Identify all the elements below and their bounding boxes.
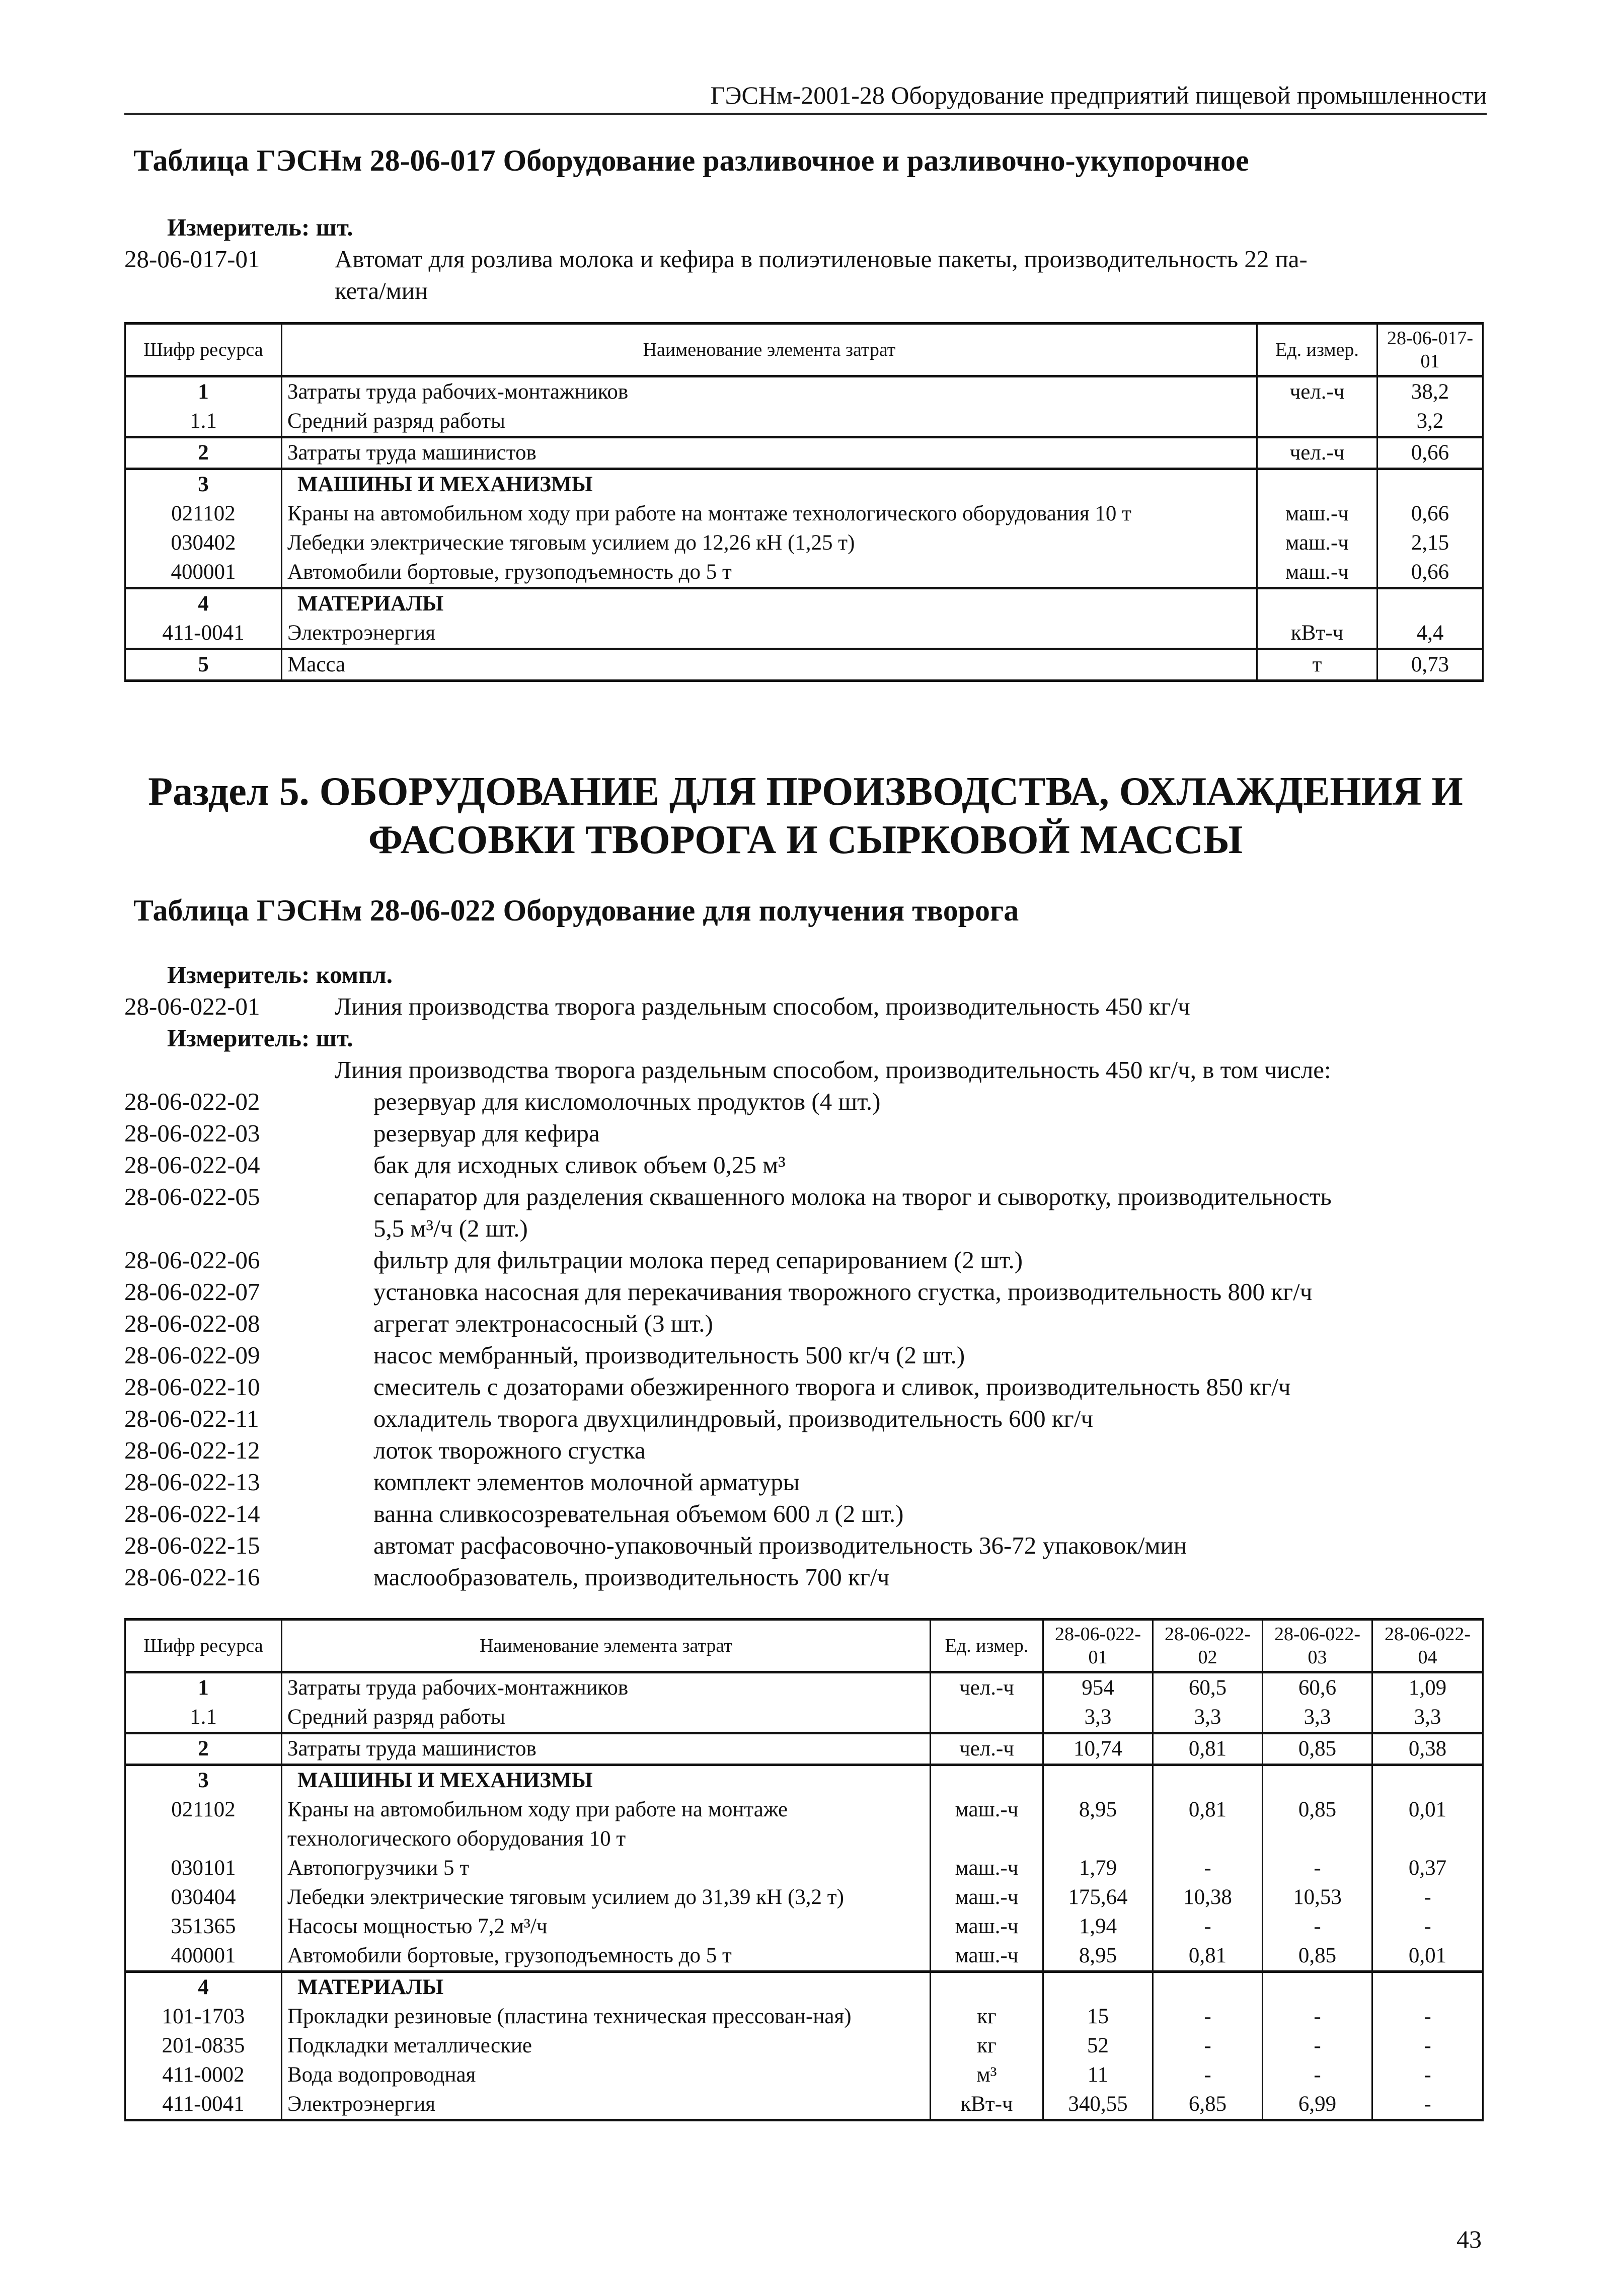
value: 0,01 xyxy=(1372,1941,1483,1972)
table-row xyxy=(125,558,1483,588)
table-row xyxy=(125,1733,1483,1765)
table-row xyxy=(125,1972,1483,2003)
resource-name: МАТЕРИАЛЫ xyxy=(282,1972,931,2003)
item-code: 28-06-022-12 xyxy=(124,1436,260,1464)
value xyxy=(1043,1972,1153,2003)
unit: маш.-ч xyxy=(1257,558,1377,588)
item-code: 28-06-022-16 xyxy=(124,1563,260,1591)
value: 3,3 xyxy=(1372,1703,1483,1733)
column-header: Ед. измер. xyxy=(1257,324,1377,376)
unit: маш.-ч xyxy=(1257,499,1377,528)
unit: маш.-ч xyxy=(931,1883,1043,1912)
resource-name: Средний разряд работы xyxy=(282,1703,931,1733)
table1-item-text-cont: кета/мин xyxy=(335,277,428,304)
value: 3,3 xyxy=(1153,1703,1263,1733)
table2-measure-kompl: Измеритель: компл. xyxy=(167,961,393,988)
resource-name: Электроэнергия xyxy=(282,619,1257,649)
resource-name: Затраты труда машинистов xyxy=(282,437,1257,469)
resource-name: Затраты труда машинистов xyxy=(282,1733,931,1765)
value: - xyxy=(1153,1854,1263,1883)
resource-name: Лебедки электрические тяговым усилием до 12,26 кН (1,25 т) xyxy=(282,528,1257,558)
value: 38,2 xyxy=(1377,376,1483,407)
resource-name: Масса xyxy=(282,649,1257,681)
table2-intro: Линия производства творога раздельным способом, производительность 450 кг/ч, в том числе: xyxy=(335,1056,1331,1084)
value: 10,38 xyxy=(1153,1883,1263,1912)
column-header: Наименование элемента затрат xyxy=(282,324,1257,376)
value xyxy=(1263,1972,1372,2003)
resource-code: 1 xyxy=(125,1672,282,1703)
unit: чел.-ч xyxy=(931,1733,1043,1765)
resource-name: Краны на автомобильном ходу при работе на монтаже технологического оборудования 10 т xyxy=(282,1795,931,1854)
item-code: 28-06-022-03 xyxy=(124,1119,260,1147)
table1-header-row xyxy=(125,324,1483,376)
value: 0,01 xyxy=(1372,1795,1483,1854)
value: - xyxy=(1372,1883,1483,1912)
column-header: 28-06-022-02 xyxy=(1153,1620,1263,1672)
value: 6,99 xyxy=(1263,2090,1372,2120)
item-text: насос мембранный, производительность 500 кг/ч (2 шт.) xyxy=(373,1341,965,1369)
unit: маш.-ч xyxy=(931,1795,1043,1854)
unit xyxy=(931,1972,1043,2003)
value: - xyxy=(1153,2031,1263,2060)
unit: м³ xyxy=(931,2060,1043,2090)
resource-name: Вода водопроводная xyxy=(282,2060,931,2090)
value: 3,2 xyxy=(1377,407,1483,437)
list-item xyxy=(124,1466,1488,1498)
resource-name: МАТЕРИАЛЫ xyxy=(282,588,1257,619)
table1-measure: Измеритель: шт. xyxy=(167,213,353,241)
table1-title-block xyxy=(133,143,1249,178)
table1-resources xyxy=(124,322,1484,682)
value: - xyxy=(1263,2060,1372,2090)
value: - xyxy=(1153,1912,1263,1941)
resource-code: 1.1 xyxy=(125,1703,282,1733)
unit: т xyxy=(1257,649,1377,681)
unit: чел.-ч xyxy=(1257,437,1377,469)
value xyxy=(1372,1972,1483,2003)
unit: кг xyxy=(931,2031,1043,2060)
value: - xyxy=(1153,2002,1263,2031)
item-code: 28-06-022-14 xyxy=(124,1500,260,1527)
unit: кВт-ч xyxy=(931,2090,1043,2120)
table-row xyxy=(125,499,1483,528)
value: 10,53 xyxy=(1263,1883,1372,1912)
resource-code: 201-0835 xyxy=(125,2031,282,2060)
unit: маш.-ч xyxy=(931,1854,1043,1883)
table-row xyxy=(125,1912,1483,1941)
item-code: 28-06-022-07 xyxy=(124,1278,260,1306)
item-code: 28-06-022-10 xyxy=(124,1373,260,1401)
unit: чел.-ч xyxy=(1257,376,1377,407)
value: - xyxy=(1372,1912,1483,1941)
table-row xyxy=(125,528,1483,558)
table-row xyxy=(125,1795,1483,1854)
table1-item-code: 28-06-017-01 xyxy=(124,245,260,273)
table-row xyxy=(125,2002,1483,2031)
table-row xyxy=(125,1765,1483,1796)
resource-code: 030101 xyxy=(125,1854,282,1883)
table-row xyxy=(125,1941,1483,1972)
value: 0,37 xyxy=(1372,1854,1483,1883)
value: - xyxy=(1153,2060,1263,2090)
value xyxy=(1043,1765,1153,1796)
item-text: смеситель с дозаторами обезжиренного творога и сливок, производительность 850 кг/ч xyxy=(373,1373,1291,1401)
item-text: лоток творожного сгустка xyxy=(373,1436,646,1464)
item-text-cont: 5,5 м³/ч (2 шт.) xyxy=(373,1214,528,1242)
value xyxy=(1377,469,1483,500)
value: 8,95 xyxy=(1043,1941,1153,1972)
item-text: охладитель творога двухцилиндровый, производительность 600 кг/ч xyxy=(373,1405,1094,1432)
list-item xyxy=(124,1149,1488,1181)
value: - xyxy=(1372,2002,1483,2031)
value: 2,15 xyxy=(1377,528,1483,558)
column-header: 28-06-017-01 xyxy=(1377,324,1483,376)
item-code: 28-06-022-11 xyxy=(124,1405,259,1432)
table-row xyxy=(125,1883,1483,1912)
item-list xyxy=(124,1086,1488,1593)
table-row xyxy=(125,649,1483,681)
value: 52 xyxy=(1043,2031,1153,2060)
list-item xyxy=(124,1276,1488,1308)
value: 954 xyxy=(1043,1672,1153,1703)
resource-name: Средний разряд работы xyxy=(282,407,1257,437)
value: 0,73 xyxy=(1377,649,1483,681)
item-text: фильтр для фильтрации молока перед сепарированием (2 шт.) xyxy=(373,1246,1023,1274)
table2-items-block xyxy=(124,959,1488,1593)
table-row xyxy=(125,376,1483,407)
column-header: Ед. измер. xyxy=(931,1620,1043,1672)
resource-name: Автомобили бортовые, грузоподъемность до 5 т xyxy=(282,558,1257,588)
item-text: ванна сливкосозревательная объемом 600 л (2 шт.) xyxy=(373,1500,904,1527)
resource-code: 411-0041 xyxy=(125,619,282,649)
table-row xyxy=(125,469,1483,500)
list-item xyxy=(124,1498,1488,1529)
table-row xyxy=(125,2060,1483,2090)
list-item xyxy=(124,1086,1488,1117)
value: 1,94 xyxy=(1043,1912,1153,1941)
item-code: 28-06-022-05 xyxy=(124,1183,260,1210)
column-header: Шифр ресурса xyxy=(125,324,282,376)
value: 340,55 xyxy=(1043,2090,1153,2120)
resource-code: 4 xyxy=(125,1972,282,2003)
column-header: Наименование элемента затрат xyxy=(282,1620,931,1672)
table2-header-row xyxy=(125,1620,1483,1672)
value xyxy=(1377,588,1483,619)
value: 0,81 xyxy=(1153,1941,1263,1972)
value: 10,74 xyxy=(1043,1733,1153,1765)
resource-code: 030404 xyxy=(125,1883,282,1912)
value xyxy=(1372,1765,1483,1796)
section-title: Раздел 5. ОБОРУДОВАНИЕ ДЛЯ ПРОИЗВОДСТВА, ОХЛАЖДЕНИЯ И ФАСОВКИ ТВОРОГА И СЫРКОВОЙ МАССЫ xyxy=(148,770,1463,862)
value: - xyxy=(1263,2031,1372,2060)
column-header: 28-06-022-03 xyxy=(1263,1620,1372,1672)
resource-code: 5 xyxy=(125,649,282,681)
unit: маш.-ч xyxy=(931,1941,1043,1972)
value xyxy=(1153,1765,1263,1796)
resource-name: Краны на автомобильном ходу при работе на монтаже технологического оборудования 10 т xyxy=(282,499,1257,528)
value: 11 xyxy=(1043,2060,1153,2090)
value: - xyxy=(1372,2060,1483,2090)
value: 15 xyxy=(1043,2002,1153,2031)
resource-code: 2 xyxy=(125,437,282,469)
resource-name: МАШИНЫ И МЕХАНИЗМЫ xyxy=(282,469,1257,500)
table-row xyxy=(125,2031,1483,2060)
value: 0,85 xyxy=(1263,1941,1372,1972)
page-number: 43 xyxy=(1456,2225,1482,2253)
table-row xyxy=(125,407,1483,437)
resource-code: 021102 xyxy=(125,499,282,528)
value: - xyxy=(1372,2031,1483,2060)
item-text: сепаратор для разделения сквашенного молока на творог и сыворотку, производительность xyxy=(373,1183,1332,1210)
value: 4,4 xyxy=(1377,619,1483,649)
item-code: 28-06-022-04 xyxy=(124,1151,260,1179)
item-code: 28-06-022-02 xyxy=(124,1088,260,1115)
unit: маш.-ч xyxy=(1257,528,1377,558)
running-header: ГЭСНм-2001-28 Оборудование предприятий пищевой промышленности xyxy=(124,81,1487,115)
column-header: Шифр ресурса xyxy=(125,1620,282,1672)
resource-name: Затраты труда рабочих-монтажников xyxy=(282,1672,931,1703)
column-header: 28-06-022-01 xyxy=(1043,1620,1153,1672)
list-item xyxy=(124,1308,1488,1339)
value: 0,85 xyxy=(1263,1733,1372,1765)
value: 0,81 xyxy=(1153,1733,1263,1765)
resource-code: 021102 xyxy=(125,1795,282,1854)
resource-code: 101-1703 xyxy=(125,2002,282,2031)
item-code: 28-06-022-09 xyxy=(124,1341,260,1369)
value: 0,66 xyxy=(1377,437,1483,469)
value: - xyxy=(1263,1912,1372,1941)
value: 175,64 xyxy=(1043,1883,1153,1912)
item-code: 28-06-022-13 xyxy=(124,1468,260,1496)
value: 60,6 xyxy=(1263,1672,1372,1703)
resource-name: Автомобили бортовые, грузоподъемность до 5 т xyxy=(282,1941,931,1972)
resource-code: 1.1 xyxy=(125,407,282,437)
resource-name: Автопогрузчики 5 т xyxy=(282,1854,931,1883)
item-text: агрегат электронасосный (3 шт.) xyxy=(373,1310,713,1337)
value: 0,85 xyxy=(1263,1795,1372,1854)
item-code: 28-06-022-01 xyxy=(124,992,260,1020)
list-item xyxy=(124,1403,1488,1434)
table2-title: Таблица ГЭСНм 28-06-022 Оборудование для получения творога xyxy=(133,894,1019,927)
resource-code: 2 xyxy=(125,1733,282,1765)
list-item xyxy=(124,1339,1488,1371)
resource-code: 400001 xyxy=(125,1941,282,1972)
unit xyxy=(931,1765,1043,1796)
table1-title: Таблица ГЭСНм 28-06-017 Оборудование разливочное и разливочно-укупорочное xyxy=(133,144,1249,177)
list-item xyxy=(124,1529,1488,1561)
table2-resources xyxy=(124,1618,1484,2121)
item-code: 28-06-022-15 xyxy=(124,1532,260,1559)
resource-code: 4 xyxy=(125,588,282,619)
resource-code: 351365 xyxy=(125,1912,282,1941)
value: - xyxy=(1263,1854,1372,1883)
item-text: комплект элементов молочной арматуры xyxy=(373,1468,800,1496)
list-item xyxy=(124,1434,1488,1466)
table-row xyxy=(125,437,1483,469)
item-text: установка насосная для перекачивания творожного сгустка, производительность 800 кг/ч xyxy=(373,1278,1313,1306)
item-code: 28-06-022-08 xyxy=(124,1310,260,1337)
resource-code: 3 xyxy=(125,1765,282,1796)
table2-title-block xyxy=(133,893,1019,928)
resource-code: 411-0002 xyxy=(125,2060,282,2090)
value: 0,38 xyxy=(1372,1733,1483,1765)
item-text: Линия производства творога раздельным способом, производительность 450 кг/ч xyxy=(335,992,1190,1020)
list-item xyxy=(124,1117,1488,1149)
value: 1,09 xyxy=(1372,1672,1483,1703)
resource-code: 411-0041 xyxy=(125,2090,282,2120)
value: 6,85 xyxy=(1153,2090,1263,2120)
resource-code: 3 xyxy=(125,469,282,500)
value: 3,3 xyxy=(1043,1703,1153,1733)
resource-name: Подкладки металлические xyxy=(282,2031,931,2060)
resource-name: Прокладки резиновые (пластина техническая прессован-ная) xyxy=(282,2002,931,2031)
item-text: бак для исходных сливок объем 0,25 м³ xyxy=(373,1151,786,1179)
item-text: резервуар для кисломолочных продуктов (4 шт.) xyxy=(373,1088,881,1115)
list-item xyxy=(124,1561,1488,1593)
table-row xyxy=(125,1672,1483,1703)
resource-name: МАШИНЫ И МЕХАНИЗМЫ xyxy=(282,1765,931,1796)
value xyxy=(1153,1972,1263,2003)
value: 8,95 xyxy=(1043,1795,1153,1854)
resource-name: Лебедки электрические тяговым усилием до 31,39 кН (3,2 т) xyxy=(282,1883,931,1912)
table-row xyxy=(125,1703,1483,1733)
unit: чел.-ч xyxy=(931,1672,1043,1703)
table1-measure-block xyxy=(124,211,1488,307)
unit: кг xyxy=(931,2002,1043,2031)
resource-code: 400001 xyxy=(125,558,282,588)
unit xyxy=(931,1703,1043,1733)
resource-name: Электроэнергия xyxy=(282,2090,931,2120)
table-row xyxy=(125,619,1483,649)
column-header: 28-06-022-04 xyxy=(1372,1620,1483,1672)
value: 3,3 xyxy=(1263,1703,1372,1733)
unit xyxy=(1257,469,1377,500)
list-item xyxy=(124,1181,1488,1212)
unit xyxy=(1257,407,1377,437)
table-row xyxy=(125,1854,1483,1883)
unit: маш.-ч xyxy=(931,1912,1043,1941)
unit: кВт-ч xyxy=(1257,619,1377,649)
unit xyxy=(1257,588,1377,619)
list-item xyxy=(124,1244,1488,1276)
table-row xyxy=(125,2090,1483,2120)
item-text: автомат расфасовочно-упаковочный производительность 36-72 упаковок/мин xyxy=(373,1532,1187,1559)
table1-item-text: Автомат для розлива молока и кефира в полиэтиленовые пакеты, производительность 22 па- xyxy=(335,245,1308,273)
value: - xyxy=(1372,2090,1483,2120)
table-row xyxy=(125,588,1483,619)
list-item xyxy=(124,1371,1488,1403)
item-text: маслообразователь, производительность 700 кг/ч xyxy=(373,1563,890,1591)
value: 60,5 xyxy=(1153,1672,1263,1703)
value: 1,79 xyxy=(1043,1854,1153,1883)
resource-name: Затраты труда рабочих-монтажников xyxy=(282,376,1257,407)
value xyxy=(1263,1765,1372,1796)
value: 0,66 xyxy=(1377,558,1483,588)
resource-code: 1 xyxy=(125,376,282,407)
value: - xyxy=(1263,2002,1372,2031)
item-text: резервуар для кефира xyxy=(373,1119,600,1147)
resource-name: Насосы мощностью 7,2 м³/ч xyxy=(282,1912,931,1941)
value: 0,81 xyxy=(1153,1795,1263,1854)
resource-code: 030402 xyxy=(125,528,282,558)
table2-measure-sht: Измеритель: шт. xyxy=(167,1024,353,1052)
value: 0,66 xyxy=(1377,499,1483,528)
item-code: 28-06-022-06 xyxy=(124,1246,260,1274)
